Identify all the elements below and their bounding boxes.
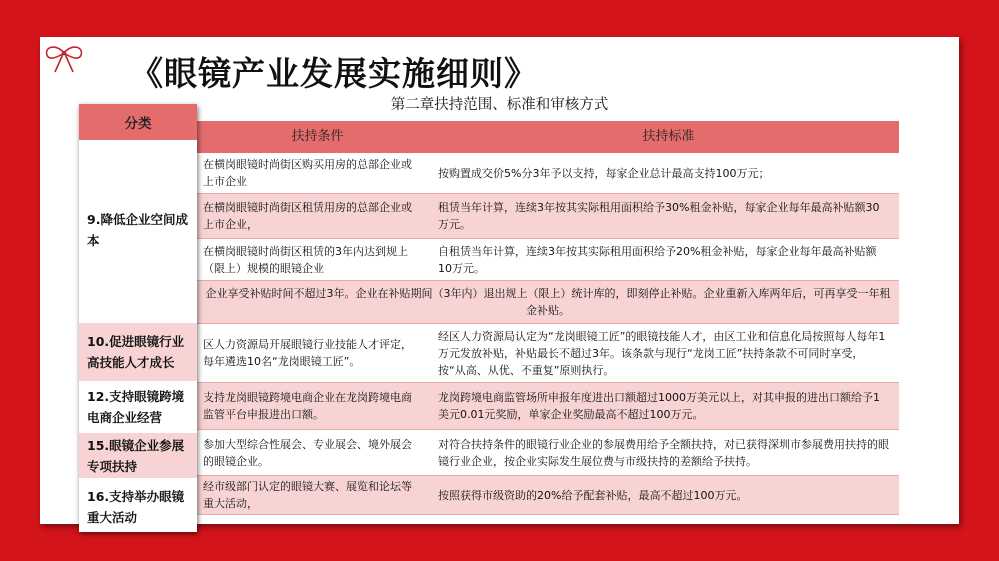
table-row bbox=[197, 383, 899, 430]
page-title: 《眼镜产业发展实施细则》 bbox=[130, 54, 538, 93]
condition-cell: 在横岗眼镜时尚街区租赁的3年内达到规上（限上）规模的眼镜企业 bbox=[203, 244, 408, 275]
standard-cell: 对符合扶持条件的眼镜行业企业的参展费用给予全额扶持，对已获得深圳市参展费用扶持的眼镜行业企业，按企业实际发生展位费与市级扶持的差额给予扶持。 bbox=[438, 437, 889, 468]
condition-cell: 支持龙岗眼镜跨境电商企业在龙岗跨境电商监管平台申报进出口额。 bbox=[203, 391, 412, 421]
condition-cell: 参加大型综合性展会、专业展会、境外展会的眼镜企业。 bbox=[203, 437, 412, 468]
standard-cell: 龙岗跨境电商监管场所申报年度进出口额超过1000万美元以上，对其申报的进出口额给予1美元0.01元奖励，单家企业奖励最高不超过100万元。 bbox=[438, 391, 880, 421]
category-item: 16.支持举办眼镜重大活动 bbox=[87, 488, 185, 525]
condition-header: 扶持条件 bbox=[291, 129, 344, 144]
category-panel bbox=[79, 104, 197, 532]
table-row bbox=[197, 239, 899, 281]
category-item: 15.眼镜企业参展专项扶持 bbox=[79, 433, 197, 478]
condition-cell: 经市级部门认定的眼镜大赛、展览和论坛等重大活动， bbox=[203, 480, 412, 510]
table-row bbox=[197, 324, 899, 383]
page-subtitle: 第二章扶持范围、标准和审核方式 bbox=[390, 97, 609, 113]
condition-cell: 在横岗眼镜时尚街区购买用房的总部企业或上市企业 bbox=[203, 158, 412, 188]
table-row bbox=[197, 153, 899, 194]
category-item: 10.促进眼镜行业高技能人才成长 bbox=[79, 323, 197, 381]
standard-cell: 经区人力资源局认定为“龙岗眼镜工匠”的眼镜技能人才，由区工业和信息化局按照每人每年1万元发放补贴，补贴最长不超过3年。该条款与现行“龙岗工匠”扶持条款不可同时享受，按“从高、从优、不重复”原则执行。 bbox=[438, 329, 886, 377]
table-row-note bbox=[197, 281, 899, 324]
category-item: 9.降低企业空间成本 bbox=[87, 212, 188, 248]
category-item: 12.支持眼镜跨境电商企业经营 bbox=[87, 389, 185, 425]
standard-header: 扶持标准 bbox=[642, 129, 695, 144]
condition-cell: 在横岗眼镜时尚街区租赁用房的总部企业或上市企业， bbox=[203, 201, 412, 231]
note-cell: 企业享受补贴时间不超过3年。企业在补贴期间（3年内）退出规上（限上）统计库的，即刻停止补贴。企业重新入库两年后，可再享受一年租金补贴。 bbox=[205, 287, 891, 317]
table-row bbox=[197, 430, 899, 476]
table-row bbox=[197, 194, 899, 239]
table-row bbox=[197, 476, 899, 515]
category-header: 分类 bbox=[79, 104, 197, 140]
standard-cell: 按照获得市级资助的20%给予配套补贴，最高不超过100万元。 bbox=[438, 488, 748, 502]
condition-cell: 区人力资源局开展眼镜行业技能人才评定，每年遴选10名“龙岗眼镜工匠”。 bbox=[203, 338, 412, 368]
standard-cell: 租赁当年计算，连续3年按其实际租用面积给予30%租金补贴，每家企业每年最高补贴额30万元。 bbox=[438, 201, 880, 231]
standard-cell: 自租赁当年计算，连续3年按其实际租用面积给予20%租金补贴，每家企业每年最高补贴额10万元。 bbox=[438, 244, 877, 275]
table-header bbox=[197, 121, 899, 153]
standard-cell: 按购置成交价5%分3年予以支持，每家企业总计最高支持100万元； bbox=[438, 166, 770, 180]
ribbon-bow-icon bbox=[44, 45, 84, 75]
